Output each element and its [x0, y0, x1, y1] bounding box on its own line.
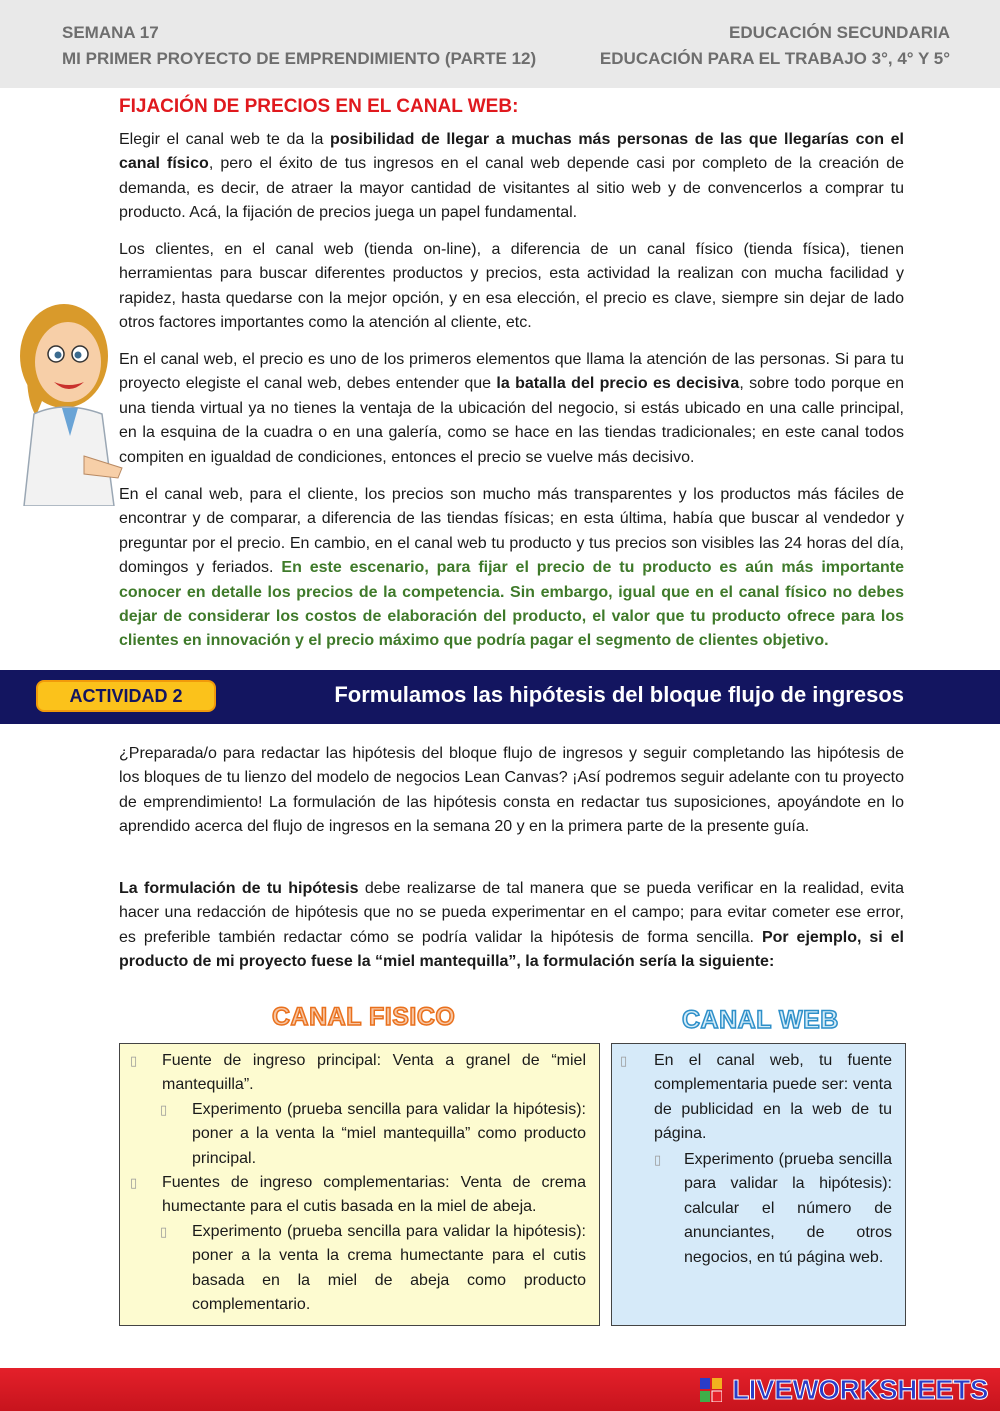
liveworksheets-logo[interactable]: LIVEWORKSHEETS	[732, 1374, 988, 1405]
section-title: FIJACIÓN DE PRECIOS EN EL CANAL WEB:	[119, 96, 519, 117]
canal-fisico-box	[119, 1043, 600, 1326]
fisico-item-2: Fuentes de ingreso complementarias: Venta de crema humectante para el cutis basada en la miel de abeja.	[162, 1174, 586, 1216]
paragraph-2: Los clientes, en el canal web (tienda on-line), a diferencia de un canal físico (tienda física), tienen herramientas para buscar diferentes productos y precios, esta actividad la realizan con mucha facilidad y rapidez, hasta quedarse con la mejor opción, y en esa elección, el precio es clave, siempre sin dejar de lado otros factores importantes como la atención al cliente, etc.	[119, 241, 904, 332]
sub-bullet-icon: ▯	[654, 1152, 662, 1167]
course-label: EDUCACIÓN PARA EL TRABAJO 3°, 4° Y 5°	[599, 49, 950, 68]
bullet-icon: ▯	[620, 1053, 628, 1068]
activity-title: Formulamos las hipótesis del bloque flujo de ingresos	[334, 682, 904, 707]
sub-bullet-icon: ▯	[160, 1102, 168, 1117]
sub-bullet-icon: ▯	[160, 1224, 168, 1239]
ap2-text-bold-c: Por ejemplo, si el producto de mi proyecto fuese la “miel mantequilla”, la formulación sería la siguiente:	[119, 928, 904, 971]
header-right	[600, 20, 950, 72]
fisico-sub-item-2: Experimento (prueba sencilla para validar la hipótesis): poner a la venta la crema humectante para el cutis basada en la miel de abeja como producto complementario.	[192, 1223, 586, 1314]
right-pupil	[75, 352, 82, 359]
web-item-1: En el canal web, tu fuente complementaria puede ser: venta de publicidad en la web de tu página.	[654, 1052, 892, 1143]
paragraph-3	[119, 348, 904, 470]
project-label: MI PRIMER PROYECTO DE EMPRENDIMIENTO (PARTE 12)	[62, 49, 537, 68]
left-pupil	[55, 352, 62, 359]
p3-text-c: , sobre todo porque en una tienda virtual ya no tienes la ventaja de la ubicación del negocio, si estás ubicado en una calle principal, en la esquina de la cuadra o en una galería, como se hace en las tiendas tradicionales; en este canal todos compiten en igualdad de condiciones, entonces el precio se vuelve más decisivo.	[119, 375, 905, 466]
teacher-illustration	[14, 296, 124, 506]
ap2-text-bold-a: La formulación de tu hipótesis	[119, 880, 359, 897]
fisico-item-1: Fuente de ingreso principal: Venta a granel de “miel mantequilla”.	[162, 1052, 586, 1094]
web-sub-item-1: Experimento (prueba sencilla para validar la hipótesis): calcular el número de anunciantes, de otros negocios, en tú página web.	[684, 1151, 892, 1266]
week-label: SEMANA 17	[62, 23, 159, 42]
paragraph-1	[119, 128, 904, 226]
p1-text-a: Elegir el canal web te da la	[119, 131, 330, 148]
level-label: EDUCACIÓN SECUNDARIA	[728, 23, 950, 42]
fisico-sub-item-1: Experimento (prueba sencilla para validar la hipótesis): poner a la venta la “miel mantequilla” como producto principal.	[192, 1101, 586, 1167]
bullet-icon: ▯	[130, 1175, 138, 1190]
page-footer	[0, 1368, 1000, 1411]
p4-text-a: En el canal web, para el cliente, los precios son mucho más transparentes y los productos más fáciles de encontrar y de comparar, a diferencia de las tiendas físicas; en esta última, había que buscar al vendedor y preguntar por el precio. En cambio, en el canal web tu producto y tus precios son visibles las 24 horas del día, domingos y feriados.	[119, 486, 904, 577]
header-left	[62, 20, 536, 72]
face-shape	[35, 322, 101, 402]
canal-web-title: CANAL WEB	[682, 1006, 839, 1034]
activity-badge: ACTIVIDAD 2	[36, 680, 216, 712]
p3-text-bold: la batalla del precio es decisiva	[496, 375, 740, 393]
canal-fisico-title: CANAL FISICO	[272, 1003, 456, 1031]
p1-text-c: , pero el éxito de tus ingresos en el canal web depende casi por completo de la creación de demanda, es decir, de atraer la mayor cantidad de visitantes al sitio web y de convencerlos a comprar tu producto. Acá, la fijación de precios juega un papel fundamental.	[119, 155, 905, 222]
page-header	[0, 0, 1000, 88]
liveworksheets-squares-icon	[700, 1378, 722, 1402]
p3-text-a: En el canal web, el precio es uno de los primeros elementos que llama la atención de las personas. Si para tu proyecto elegiste el canal web, debes entender que	[119, 351, 904, 393]
ap2-text-b: debe realizarse de tal manera que se pueda verificar en la realidad, evita hacer una redacción de hipótesis que no se pueda experimentar en el campo; para evitar cometer ese error, es preferible también redactar cómo se podría validar la hipótesis de forma sencilla.	[119, 880, 904, 946]
bullet-icon: ▯	[130, 1053, 138, 1068]
activity-banner	[0, 670, 1000, 724]
p4-text-highlight: En este escenario, para fijar el precio de tu producto es aún más importante conocer en detalle los precios de la competencia. Sin embargo, igual que en el canal físico no debes dejar de considerar los costos de elaboración del producto, el valor que tu producto ofrece para los clientes en innovación y el precio máximo que podría pagar el segmento de clientes objetivo.	[119, 559, 904, 650]
activity-paragraph-1: ¿Preparada/o para redactar las hipótesis del bloque flujo de ingresos y seguir completando las hipótesis de los bloques de tu lienzo del modelo de negocios Lean Canvas? ¡Así podremos seguir adelante con tu proyecto de emprendimiento! La formulación de las hipótesis consta en redactar tus suposiciones, apoyándote en lo aprendido acerca del flujo de ingresos en la semana 20 y en la primera parte de la presente guía.	[119, 745, 904, 836]
p1-text-bold: posibilidad de llegar a muchas más personas de las que llegarías con el canal físico	[119, 131, 904, 173]
activity-paragraph-2	[119, 877, 904, 975]
paragraph-4	[119, 483, 904, 654]
canal-web-box	[611, 1043, 906, 1326]
